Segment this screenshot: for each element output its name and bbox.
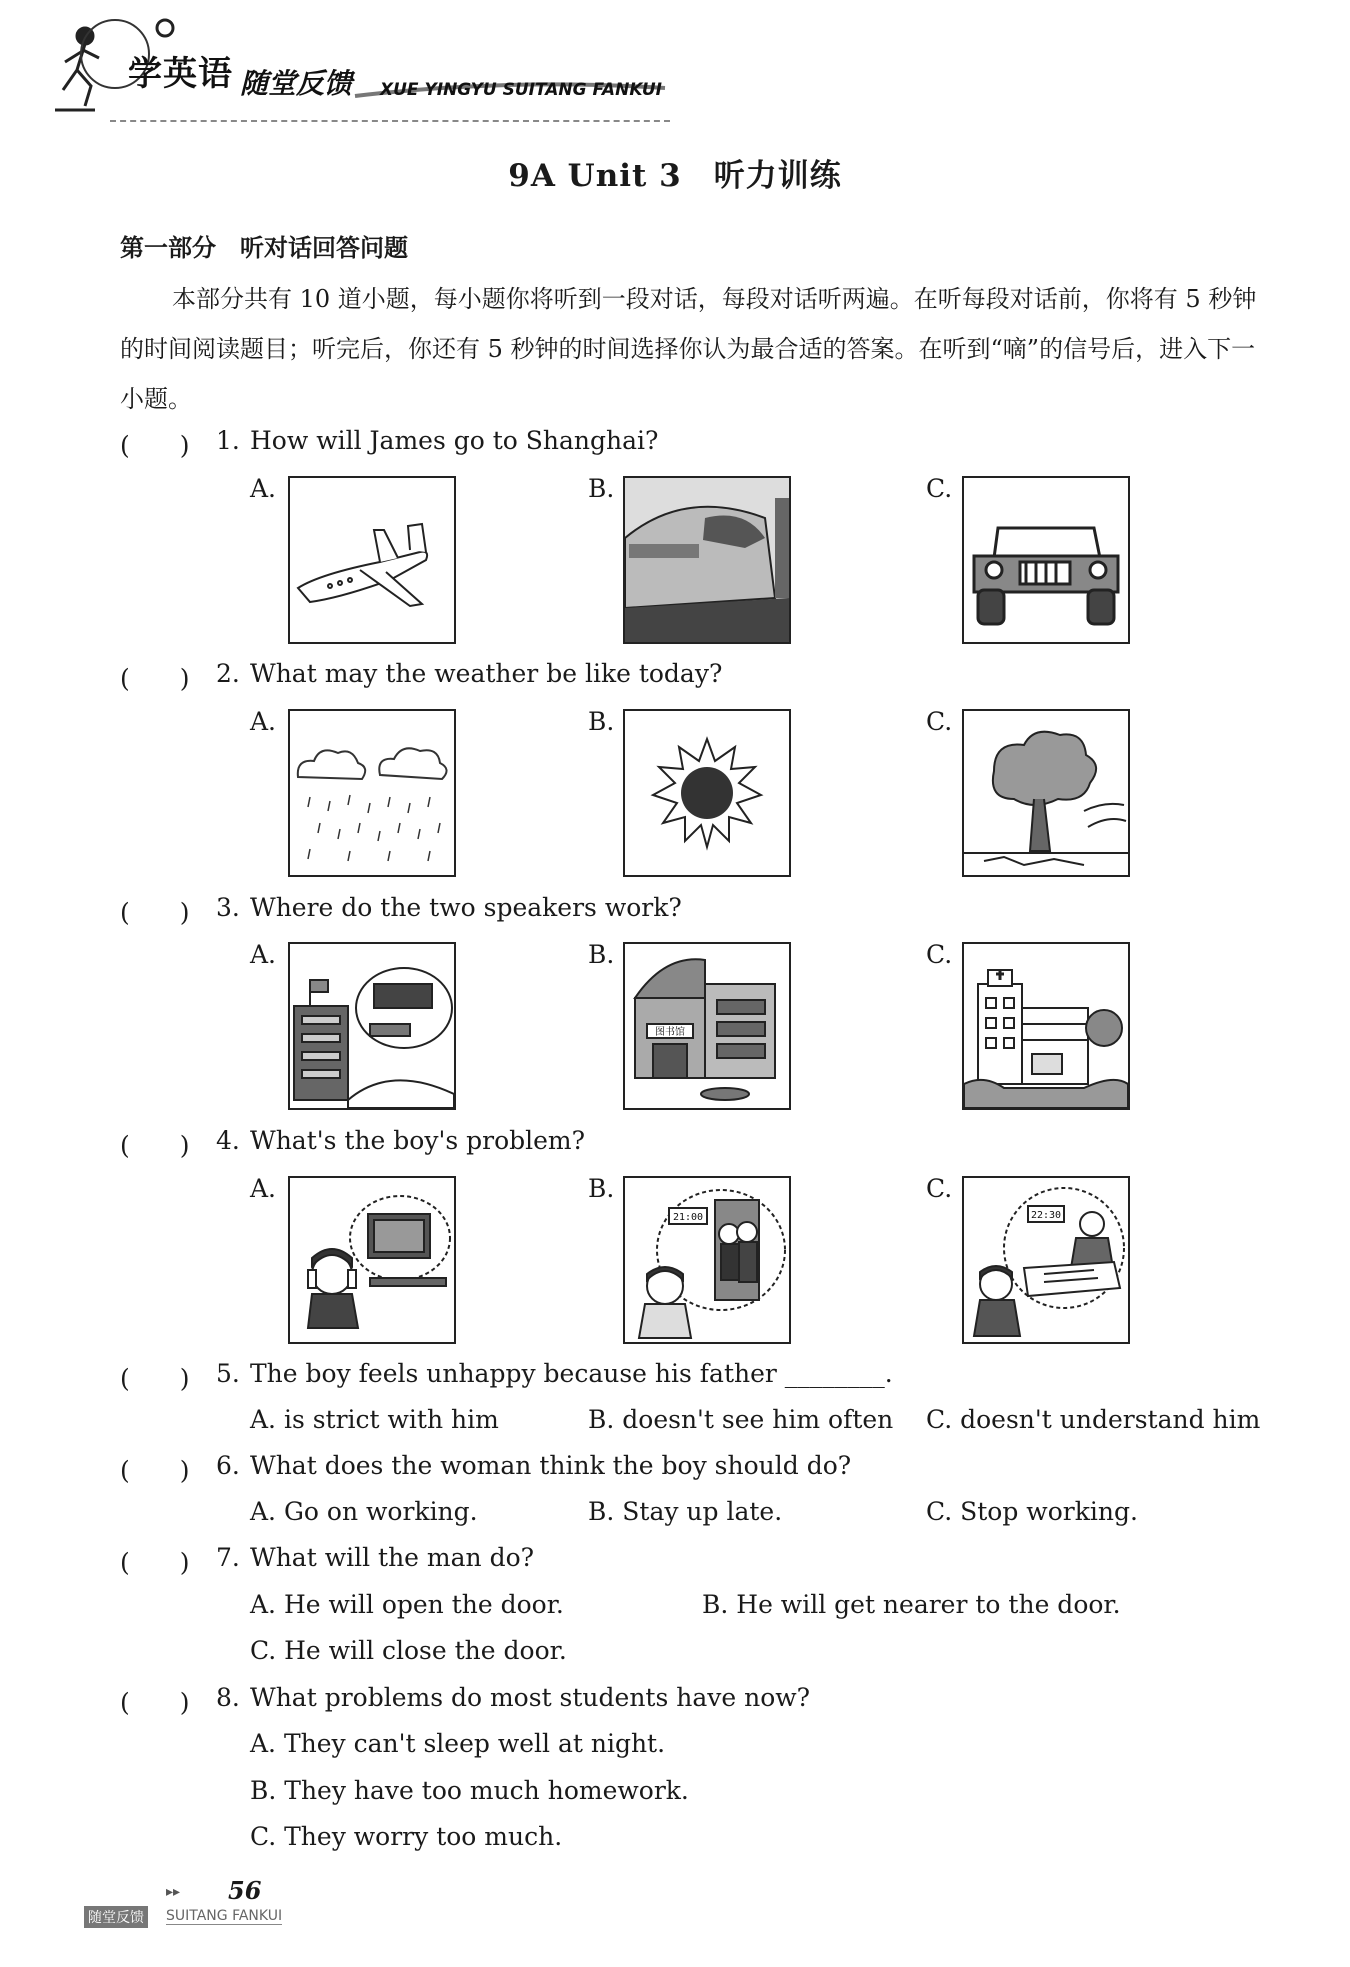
option-a[interactable]: A. Go on working. xyxy=(250,1497,478,1526)
option-a[interactable]: A. is strict with him xyxy=(250,1405,499,1434)
late-homework-picture[interactable] xyxy=(962,1176,1130,1344)
option-b[interactable]: B. doesn't see him often xyxy=(588,1405,894,1434)
tv-station-picture[interactable] xyxy=(288,942,456,1110)
footer-label-en: SUITANG FANKUI xyxy=(166,1908,283,1924)
question-number: 2. xyxy=(216,659,240,688)
train-picture[interactable] xyxy=(623,476,791,644)
clock-c-time: 22:30 xyxy=(1030,1210,1062,1221)
question-number: 8. xyxy=(216,1683,240,1712)
footer-arrow-icon: ▸▸ xyxy=(166,1884,181,1900)
question-text: Where do the two speakers work? xyxy=(250,893,682,922)
option-label: B. xyxy=(588,707,615,736)
option-label: A. xyxy=(250,707,277,736)
option-b[interactable]: B. Stay up late. xyxy=(588,1497,783,1526)
option-c[interactable]: C. He will close the door. xyxy=(250,1636,567,1665)
option-c[interactable]: C. Stop working. xyxy=(926,1497,1138,1526)
option-label: C. xyxy=(926,940,953,969)
page-title: 9A Unit 3 听力训练 xyxy=(508,158,842,194)
option-label: B. xyxy=(588,474,615,503)
option-label: C. xyxy=(926,707,953,736)
section-heading: 第一部分 听对话回答问题 xyxy=(120,234,408,262)
answer-blank[interactable]: ( ) xyxy=(120,1548,190,1577)
answer-blank[interactable]: ( ) xyxy=(120,1456,190,1485)
rainy-picture[interactable] xyxy=(288,709,456,877)
page-number: 56 xyxy=(228,1876,262,1905)
jeep-picture[interactable] xyxy=(962,476,1130,644)
option-c[interactable]: C. They worry too much. xyxy=(250,1822,563,1851)
sunny-picture[interactable] xyxy=(623,709,791,877)
question-number: 5. xyxy=(216,1359,240,1388)
option-label: A. xyxy=(250,474,277,503)
question-text: What will the man do? xyxy=(250,1543,535,1572)
option-b[interactable]: B. They have too much homework. xyxy=(250,1776,689,1805)
question-text: What may the weather be like today? xyxy=(250,659,723,688)
question-number: 4. xyxy=(216,1126,240,1155)
library-sign: 图书馆 xyxy=(655,1027,685,1038)
brand-chinese: 学英语 xyxy=(128,54,233,94)
windy-picture[interactable] xyxy=(962,709,1130,877)
option-b[interactable]: B. He will get nearer to the door. xyxy=(702,1590,1121,1619)
option-label: A. xyxy=(250,1174,277,1203)
answer-blank[interactable]: ( ) xyxy=(120,898,190,927)
question-number: 1. xyxy=(216,426,240,455)
question-number: 6. xyxy=(216,1451,240,1480)
footer-label-cn: 随堂反馈 xyxy=(84,1906,148,1928)
option-label: A. xyxy=(250,940,277,969)
answer-blank[interactable]: ( ) xyxy=(120,1131,190,1160)
brand-subtitle: 随堂反馈 xyxy=(240,67,353,100)
brand-english: XUE YINGYU SUITANG FANKUI xyxy=(380,80,663,100)
question-text: How will James go to Shanghai? xyxy=(250,426,659,455)
question-text: What does the woman think the boy should do? xyxy=(250,1451,852,1480)
late-home-picture[interactable] xyxy=(623,1176,791,1344)
option-label: C. xyxy=(926,474,953,503)
instructions: 本部分共有 10 道小题，每小题你将听到一段对话，每段对话听两遍。在听每段对话前，你将有 5 秒钟的时间阅读题目；听完后，你还有 5 秒钟的时间选择你认为最合适的答案。在听到“嘀”的信号后，进入下一小题。 xyxy=(120,285,1257,413)
header-divider xyxy=(110,120,670,122)
question-text: The boy feels unhappy because his father ________. xyxy=(250,1359,893,1388)
answer-blank[interactable]: ( ) xyxy=(120,431,190,460)
option-label: B. xyxy=(588,1174,615,1203)
answer-blank[interactable]: ( ) xyxy=(120,1364,190,1393)
question-text: What problems do most students have now? xyxy=(250,1683,811,1712)
option-a[interactable]: A. He will open the door. xyxy=(250,1590,564,1619)
option-label: B. xyxy=(588,940,615,969)
option-label: C. xyxy=(926,1174,953,1203)
question-number: 7. xyxy=(216,1543,240,1572)
answer-blank[interactable]: ( ) xyxy=(120,664,190,693)
library-picture[interactable] xyxy=(623,942,791,1110)
answer-blank[interactable]: ( ) xyxy=(120,1688,190,1717)
question-number: 3. xyxy=(216,893,240,922)
noisy-tv-picture[interactable] xyxy=(288,1176,456,1344)
option-a[interactable]: A. They can't sleep well at night. xyxy=(250,1729,666,1758)
option-c[interactable]: C. doesn't understand him xyxy=(926,1405,1261,1434)
clock-b-time: 21:00 xyxy=(672,1212,704,1223)
question-text: What's the boy's problem? xyxy=(250,1126,586,1155)
airplane-picture[interactable] xyxy=(288,476,456,644)
hospital-picture[interactable] xyxy=(962,942,1130,1110)
